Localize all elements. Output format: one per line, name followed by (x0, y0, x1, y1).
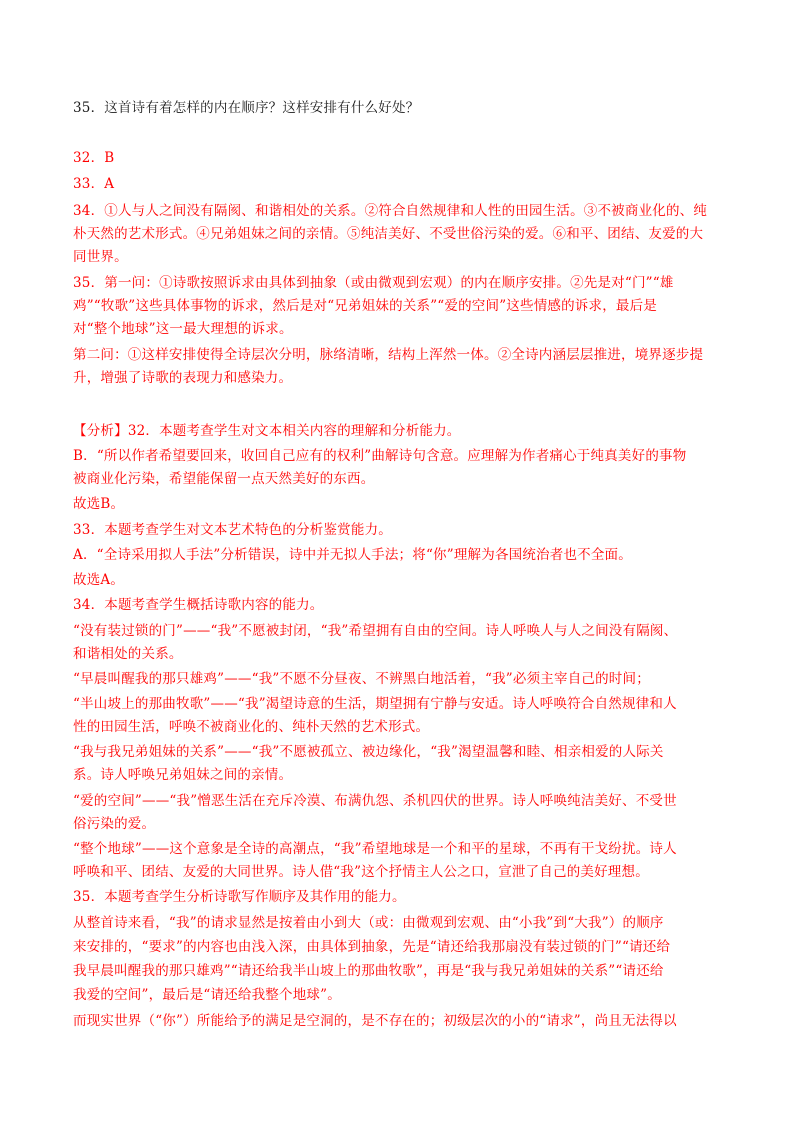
answer-35-line: 第二问：①这样安排使得全诗层次分明，脉络清晰，结构上浑然一体。②全诗内涵层层推进，境界逐步提 (73, 347, 704, 363)
analysis-line: A．“全诗采用拟人手法”分析错误，诗中并无拟人手法；将“你”理解为各国统治者也不全面。 (73, 547, 632, 563)
analysis-line: 和谐相处的关系。 (73, 646, 183, 662)
analysis-line: 来安排的，“要求”的内容也由浅入深，由具体到抽象，先是“请还给我那扇没有装过锁的门”“请还给 (73, 939, 671, 955)
answer-34-line: 34．①人与人之间没有隔阂、和谐相处的关系。②符合自然规律和人性的田园生活。③不被商业化的、纯 (73, 203, 708, 219)
analysis-line: 34．本题考查学生概括诗歌内容的能力。 (73, 597, 324, 613)
analysis-line: “我与我兄弟姐妹的关系”——“我”不愿被孤立、被边缘化，“我”渴望温馨和睦、相亲相爱的人际关 (73, 744, 664, 760)
analysis-tag: 【分析】 (73, 423, 128, 439)
analysis-line: 俗污染的爱。 (73, 816, 156, 832)
analysis-line: “整个地球”——这个意象是全诗的高潮点，“我”希望地球是一个和平的星球，不再有干戈纷扰。诗人 (73, 841, 677, 857)
analysis-line: 故选B。 (73, 496, 125, 512)
answer-35-line: 鸡”“牧歌”这些具体事物的诉求，然后是对“兄弟姐妹的关系”“爱的空间”这些情感的诉求，最后是 (73, 298, 658, 314)
answer-34-line: 同世界。 (73, 249, 128, 265)
answer-35-line: 升，增强了诗歌的表现力和感染力。 (73, 370, 293, 386)
analysis-line: 系。诗人呼唤兄弟姐妹之间的亲情。 (73, 767, 293, 783)
analysis-line: “早晨叫醒我的那只雄鸡”——“我”不愿不分昼夜、不辨黑白地活着，“我”必须主宰自己的时间； (73, 671, 650, 687)
analysis-line: “半山坡上的那曲牧歌”——“我”渴望诗意的生活，期望拥有宁静与安适。诗人呼唤符合自然规律和人 (73, 696, 677, 712)
answer-34-line: 朴天然的艺术形式。④兄弟姐妹之间的亲情。⑤纯洁美好、不受世俗污染的爱。⑥和平、团结、友爱的大 (73, 226, 704, 242)
analysis-line: 而现实世界（“你”）所能给予的满足是空洞的，是不存在的；初级层次的小的“请求”，尚且无法得以 (73, 1013, 677, 1029)
analysis-line: 32．本题考查学生对文本相关内容的理解和分析能力。 (127, 423, 461, 439)
answer-35-line: 35．第一问：①诗歌按照诉求由具体到抽象（或由微观到宏观）的内在顺序安排。②先是对“门”“雄 (73, 275, 674, 291)
analysis-line: 我爱的空间”，最后是“请还给我整个地球”。 (73, 987, 341, 1003)
analysis-line: 从整首诗来看，“我”的请求显然是按着由小到大（或：由微观到宏观、由“小我”到“大我”）的顺序 (73, 915, 664, 931)
answer-33: 33．A (73, 176, 115, 192)
answer-35-line: 对“整个地球”这一最大理想的诉求。 (73, 321, 293, 337)
analysis-line: 呼唤和平、团结、友爱的大同世界。诗人借“我”这个抒情主人公之口，宣泄了自己的美好理想。 (73, 864, 649, 880)
analysis-heading (73, 421, 461, 441)
analysis-line: 33．本题考查学生对文本艺术特色的分析鉴赏能力。 (73, 522, 392, 538)
analysis-line: “爱的空间”——“我”憎恶生活在充斥冷漠、布满仇怨、杀机四伏的世界。诗人呼唤纯洁美好、不受世 (73, 793, 677, 809)
analysis-line: 故选A。 (73, 572, 125, 588)
analysis-line: 我早晨叫醒我的那只雄鸡”“请还给我半山坡上的那曲牧歌”，再是“我与我兄弟姐妹的关系”“请还给 (73, 963, 664, 979)
analysis-line: 35．本题考查学生分析诗歌写作顺序及其作用的能力。 (73, 889, 406, 905)
answer-32: 32．B (73, 150, 115, 166)
analysis-line: B．“所以作者希望要回来，收回自己应有的权利”曲解诗句含意。应理解为作者痛心于纯真美好的事物 (73, 448, 687, 464)
analysis-line: 被商业化污染，希望能保留一点天然美好的东西。 (73, 471, 375, 487)
question-35: 35．这首诗有着怎样的内在顺序？这样安排有什么好处？ (73, 100, 420, 116)
analysis-line: “没有装过锁的门”——“我”不愿被封闭，“我”希望拥有自由的空间。诗人呼唤人与人之间没有隔阂、 (73, 623, 678, 639)
analysis-line: 性的田园生活，呼唤不被商业化的、纯朴天然的艺术形式。 (73, 719, 430, 735)
